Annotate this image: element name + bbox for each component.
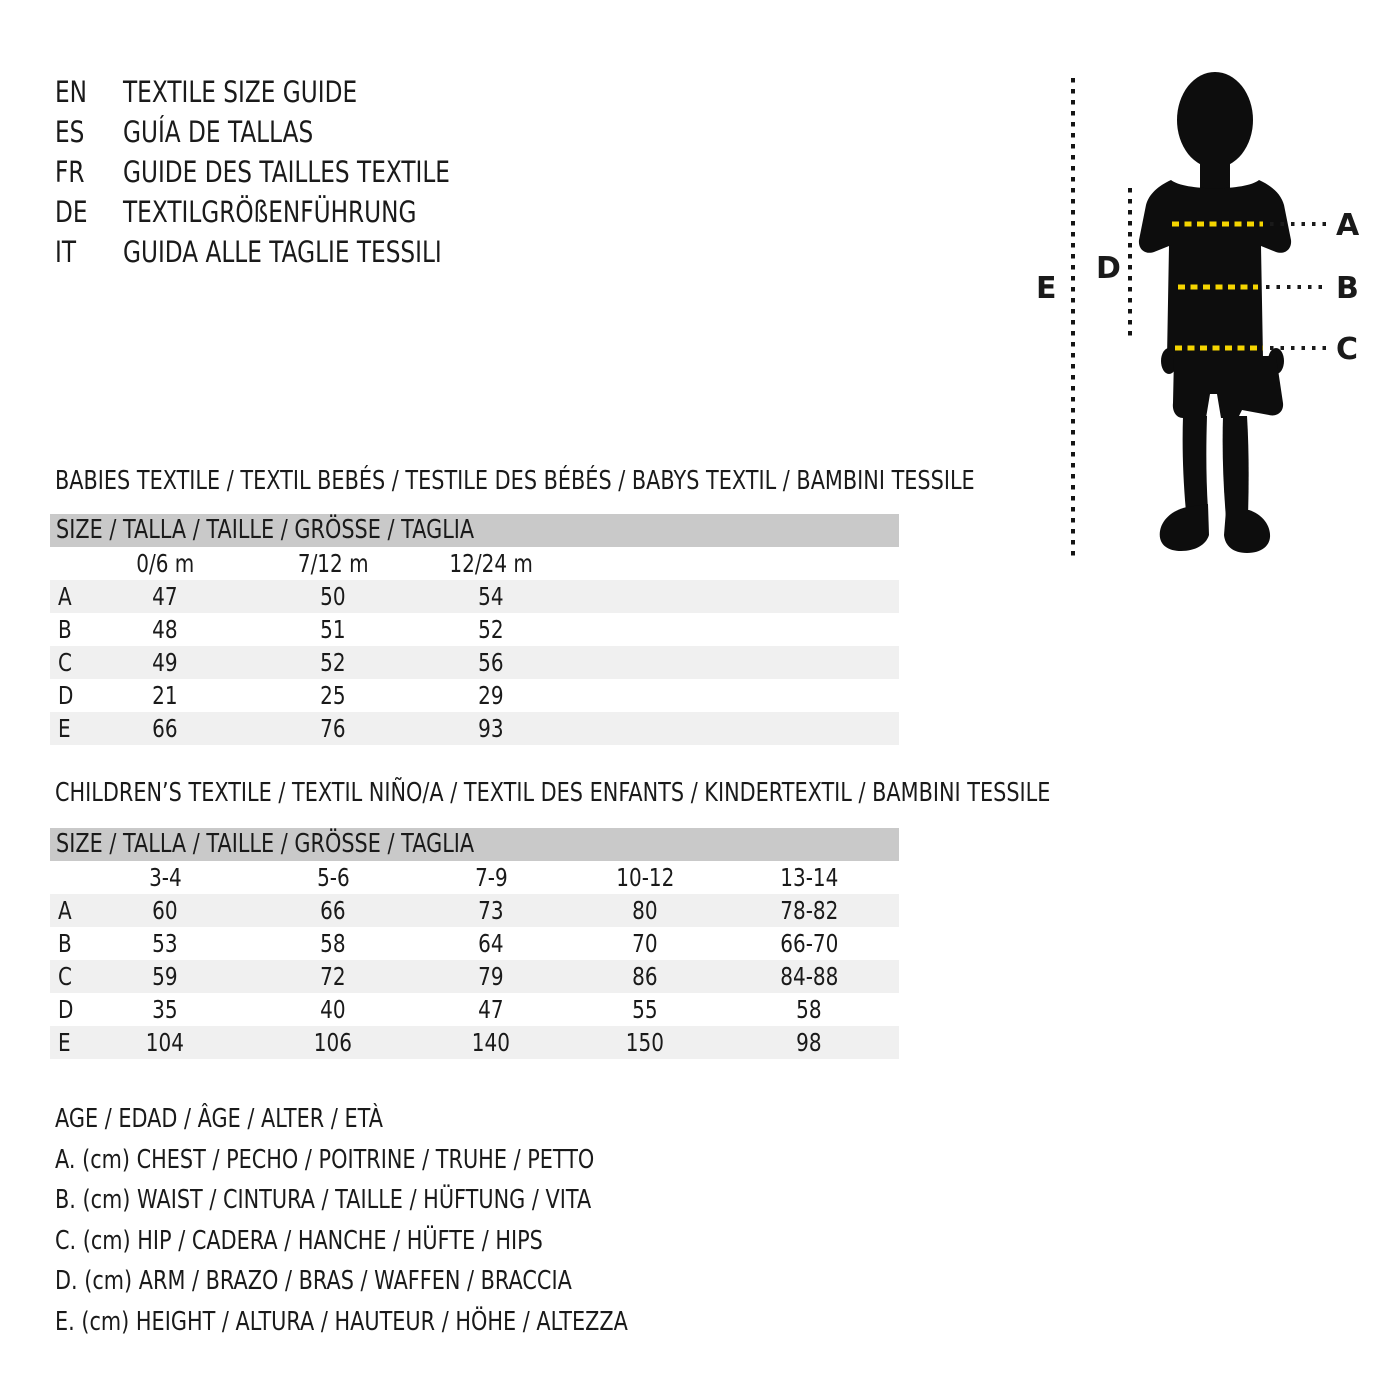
cell-value: 70 <box>632 929 658 958</box>
cell-value: 21 <box>152 681 178 710</box>
label-b: B <box>1336 271 1359 306</box>
cell-value: 29 <box>478 681 504 710</box>
column-header: 3-4 <box>148 863 182 892</box>
row-label: A <box>58 896 72 925</box>
column-header: 7/12 m <box>297 549 369 578</box>
cell-value: 64 <box>478 929 504 958</box>
babies-table <box>50 514 899 745</box>
cell-value: 40 <box>320 995 346 1024</box>
cell-value: 48 <box>152 615 178 644</box>
row-label: C <box>58 962 72 991</box>
cell-value: 84-88 <box>779 962 839 991</box>
cell-value: 50 <box>320 582 346 611</box>
table-row <box>50 960 899 993</box>
table-row <box>50 1026 899 1059</box>
cell-value: 140 <box>471 1028 511 1057</box>
column-header: 7-9 <box>474 863 508 892</box>
cell-value: 72 <box>320 962 346 991</box>
row-label: A <box>58 582 72 611</box>
cell-value: 80 <box>632 896 658 925</box>
language-row <box>55 232 532 272</box>
children-table <box>50 828 899 1059</box>
cell-value: 60 <box>152 896 178 925</box>
label-c: C <box>1336 332 1359 367</box>
language-row <box>55 192 532 232</box>
language-title: TEXTILE SIZE GUIDE <box>123 75 358 109</box>
language-row <box>55 152 532 192</box>
cell-value: 58 <box>796 995 822 1024</box>
silhouette-shorts <box>1173 356 1283 418</box>
cell-value: 56 <box>478 648 504 677</box>
column-header: 13-14 <box>779 863 839 892</box>
cell-value: 25 <box>320 681 346 710</box>
silhouette-shoe-left <box>1160 504 1209 551</box>
babies-column-header-row <box>50 547 899 580</box>
table-row <box>50 679 899 712</box>
row-label: D <box>58 995 74 1024</box>
cell-value: 79 <box>478 962 504 991</box>
column-header: 10-12 <box>615 863 675 892</box>
cell-value: 51 <box>320 615 346 644</box>
cell-value: 54 <box>478 582 504 611</box>
cell-value: 66 <box>152 714 178 743</box>
row-label: E <box>58 714 71 743</box>
children-column-header-row <box>50 861 899 894</box>
language-title: GUIDA ALLE TAGLIE TESSILI <box>123 235 442 269</box>
silhouette-shoe-right <box>1224 510 1270 553</box>
cell-value: 53 <box>152 929 178 958</box>
cell-value: 49 <box>152 648 178 677</box>
language-title: TEXTILGRÖßENFÜHRUNG <box>123 195 417 229</box>
cell-value: 76 <box>320 714 346 743</box>
table-row <box>50 894 899 927</box>
legend-line-chest: A. (cm) CHEST / PECHO / POITRINE / TRUHE / PETTO <box>55 1144 595 1175</box>
babies-size-header-band: SIZE / TALLA / TAILLE / GRÖSSE / TAGLIA <box>50 514 899 547</box>
cell-value: 73 <box>478 896 504 925</box>
label-a: A <box>1336 208 1360 243</box>
row-label: B <box>58 929 72 958</box>
table-row <box>50 993 899 1026</box>
cell-value: 47 <box>478 995 504 1024</box>
silhouette-shirt <box>1139 180 1291 358</box>
table-row <box>50 580 899 613</box>
cell-value: 55 <box>632 995 658 1024</box>
language-title-list <box>55 72 532 272</box>
cell-value: 35 <box>152 995 178 1024</box>
language-code: FR <box>55 155 85 189</box>
column-header: 12/24 m <box>449 549 533 578</box>
cell-value: 150 <box>625 1028 665 1057</box>
table-row <box>50 613 899 646</box>
babies-section-title: BABIES TEXTILE / TEXTIL BEBÉS / TESTILE DES BÉBÉS / BABYS TEXTIL / BAMBINI TESSILE <box>55 466 975 496</box>
cell-value: 98 <box>796 1028 822 1057</box>
legend-line-waist: B. (cm) WAIST / CINTURA / TAILLE / HÜFTUNG / VITA <box>55 1185 592 1216</box>
cell-value: 106 <box>313 1028 353 1057</box>
legend-line-arm: D. (cm) ARM / BRAZO / BRAS / WAFFEN / BRACCIA <box>55 1266 572 1297</box>
cell-value: 93 <box>478 714 504 743</box>
row-label: D <box>58 681 74 710</box>
cell-value: 104 <box>145 1028 185 1057</box>
column-header: 5-6 <box>316 863 350 892</box>
legend-line-height: E. (cm) HEIGHT / ALTURA / HAUTEUR / HÖHE / ALTEZZA <box>55 1306 628 1337</box>
row-label: B <box>58 615 72 644</box>
measurement-legend <box>55 1099 771 1343</box>
cell-value: 66-70 <box>779 929 839 958</box>
language-code: IT <box>55 235 77 269</box>
cell-value: 52 <box>478 615 504 644</box>
cell-value: 52 <box>320 648 346 677</box>
cell-value: 47 <box>152 582 178 611</box>
silhouette-leg-right <box>1223 416 1249 518</box>
cell-value: 78-82 <box>779 896 839 925</box>
language-row <box>55 112 532 152</box>
language-title: GUIDE DES TAILLES TEXTILE <box>123 155 450 189</box>
cell-value: 59 <box>152 962 178 991</box>
language-code: EN <box>55 75 88 109</box>
language-code: ES <box>55 115 85 149</box>
silhouette-neck <box>1200 150 1230 190</box>
table-row <box>50 646 899 679</box>
language-code: DE <box>55 195 88 229</box>
cell-value: 86 <box>632 962 658 991</box>
legend-age-line: AGE / EDAD / ÂGE / ALTER / ETÀ <box>55 1104 383 1134</box>
table-row <box>50 927 899 960</box>
legend-line-hip: C. (cm) HIP / CADERA / HANCHE / HÜFTE / HIPS <box>55 1225 543 1256</box>
language-row <box>55 72 532 112</box>
row-label: E <box>58 1028 71 1057</box>
measurement-figure <box>1030 58 1390 578</box>
label-d: D <box>1096 251 1121 286</box>
language-title: GUÍA DE TALLAS <box>123 115 314 149</box>
silhouette-leg-left <box>1183 416 1208 512</box>
table-row <box>50 712 899 745</box>
cell-value: 58 <box>320 929 346 958</box>
cell-value: 66 <box>320 896 346 925</box>
child-measure-diagram <box>1030 58 1390 578</box>
children-size-header-band: SIZE / TALLA / TAILLE / GRÖSSE / TAGLIA <box>50 828 899 861</box>
label-e: E <box>1036 271 1057 306</box>
row-label: C <box>58 648 72 677</box>
children-section-title: CHILDREN’S TEXTILE / TEXTIL NIÑO/A / TEXTIL DES ENFANTS / KINDERTEXTIL / BAMBINI TESSILE <box>55 778 1051 808</box>
column-header: 0/6 m <box>135 549 195 578</box>
